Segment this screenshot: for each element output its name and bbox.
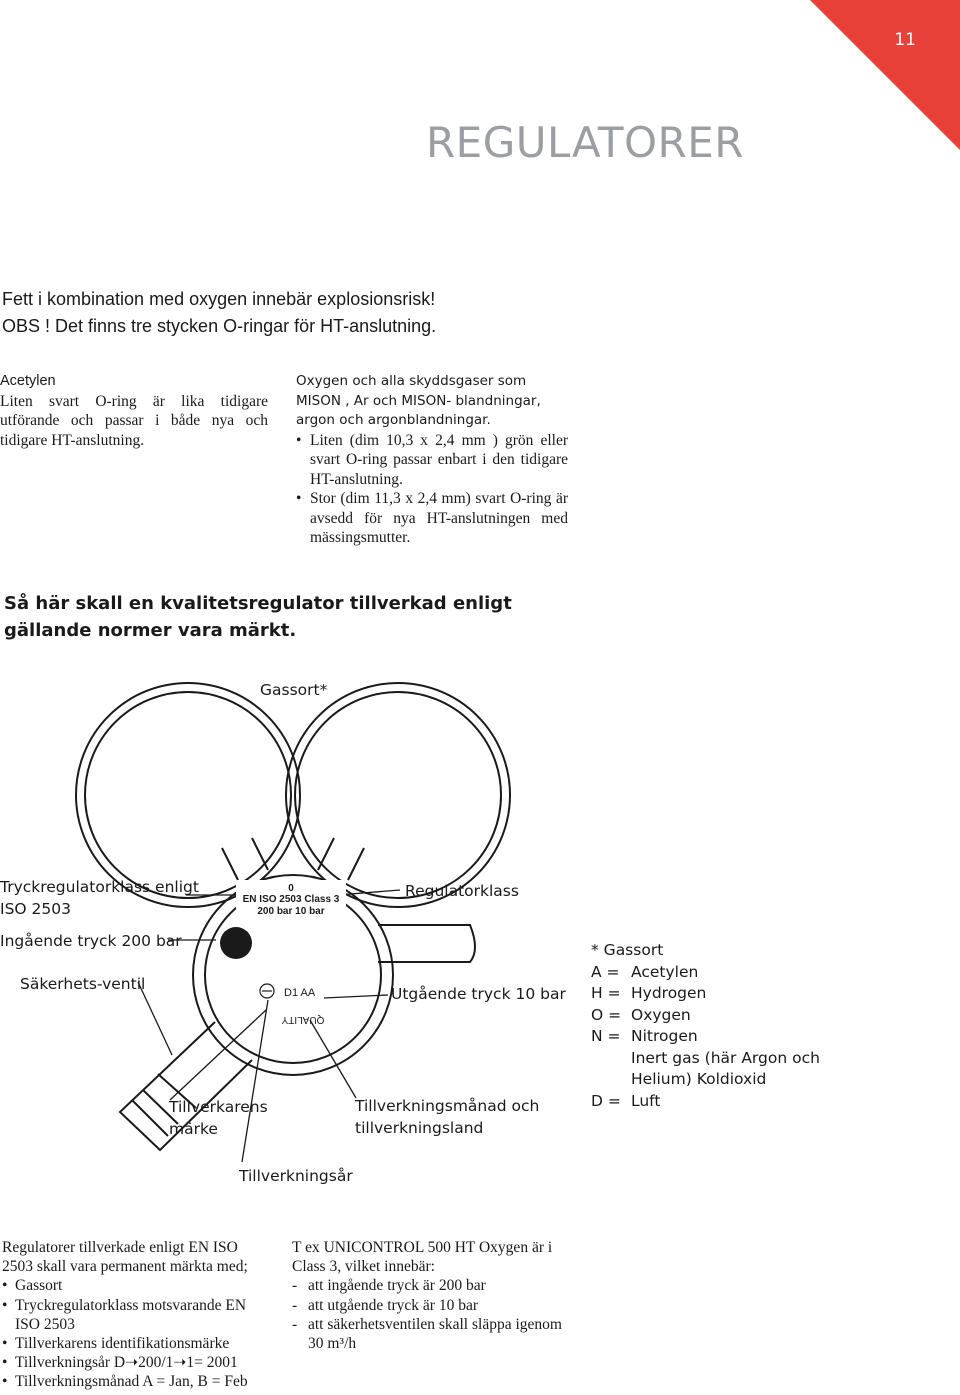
gauge-right-outer [286, 683, 510, 907]
list-item: - att ingående tryck är 200 bar [292, 1276, 564, 1295]
warning-line-2: OBS ! Det finns tre stycken O-ringar för HT-anslutning. [2, 316, 437, 336]
legend-row: H = Hydrogen [591, 984, 707, 1002]
acetylen-text: Liten svart O-ring är lika tidigare utförande och passar i både nya och tidigare HT-anslutning. [0, 392, 268, 449]
plate-zero: 0 [288, 883, 294, 894]
legend-row: Helium) Koldioxid [631, 1070, 767, 1088]
list-item: • Tryckregulatorklass motsvarande EN ISO 2503 [2, 1296, 270, 1334]
marking-list [2, 1276, 270, 1391]
list-item: - att utgående tryck är 10 bar [292, 1296, 564, 1315]
plate-code: D1 AA [284, 987, 316, 999]
oxygen-heading: Oxygen och alla skyddsgaser som MISON , Ar och MISON- blandningar, argon och argonblandningar. [296, 373, 541, 428]
plate-pressure: 200 bar 10 bar [257, 906, 325, 917]
legend-row: D = Luft [591, 1091, 661, 1110]
safety-valve-knob [220, 927, 252, 959]
label-tillverkarens-2: märke [169, 1120, 218, 1138]
page-number: 11 [894, 30, 916, 50]
label-manad-1: Tillverkningsmånad och [355, 1097, 540, 1115]
label-tillverkarens-1: Tillverkarens [169, 1098, 268, 1116]
section-subheading: Så här skall en kvalitetsregulator tillverkad enligt gällande normer vara märkt. [4, 593, 512, 641]
oxygen-bullet-1: • Liten (dim 10,3 x 2,4 mm ) grön eller svart O-ring passar enbart i den tidigare HT-anslutning. [296, 431, 568, 490]
gauge-right-neck [318, 838, 364, 880]
label-utgaende: Utgående tryck 10 bar [391, 985, 566, 1003]
list-item: • Tillverkarens identifikationsmärke [2, 1334, 270, 1353]
list-item: - att säkerhetsventilen skall släppa igenom 30 m³/h [292, 1315, 564, 1353]
label-tryckklass-1: Tryckregulatorklass enligt [0, 878, 199, 896]
example-intro: T ex UNICONTROL 500 HT Oxygen är i Class 3, vilket innebär: [292, 1239, 553, 1276]
legend-row: Inert gas (här Argon och [631, 1048, 820, 1067]
label-ingaende: Ingående tryck 200 bar [0, 932, 182, 950]
oxygen-bullet-2: • Stor (dim 11,3 x 2,4 mm) svart O-ring är avsedd för nya HT-anslutningen med mässingsmutter. [296, 489, 568, 548]
gauge-left-outer [76, 683, 300, 907]
list-item: • Tillverkningsmånad A = Jan, B = Feb [2, 1372, 270, 1391]
label-sakerhet: Säkerhets-ventil [20, 975, 146, 993]
page-title: REGULATORER [426, 118, 744, 167]
list-item: • Gassort [2, 1276, 270, 1295]
example-section [292, 1238, 564, 1353]
gauge-left-neck [222, 838, 268, 880]
example-list [292, 1276, 564, 1353]
plate-quality: QUALITY [281, 1014, 325, 1025]
marking-requirements [2, 1238, 270, 1392]
gauge-left-inner [85, 692, 291, 898]
label-manad-2: tillverkningsland [355, 1119, 484, 1137]
gassort-legend [591, 940, 820, 1112]
label-tryckklass-2: ISO 2503 [0, 900, 71, 918]
marking-intro: Regulatorer tillverkade enligt EN ISO 2503 skall vara permanent märkta med; [2, 1239, 248, 1276]
label-gassort: Gassort* [260, 681, 328, 699]
legend-row: A = Acetylen [591, 962, 699, 981]
list-item: • Tillverkningsår D➝200/1➝1= 2001 [2, 1353, 270, 1372]
legend-title: * Gassort [591, 941, 664, 959]
label-regulatorklass: Regulatorklass [405, 882, 519, 900]
legend-row: N = Nitrogen [591, 1027, 698, 1045]
outlet-pipe [378, 925, 475, 962]
plate-standard: EN ISO 2503 Class 3 [242, 894, 340, 905]
warning-line-1: Fett i kombination med oxygen innebär explosionsrisk! [2, 289, 436, 309]
legend-row: O = Oxygen [591, 1005, 691, 1024]
label-tillverkningsar: Tillverkningsår [239, 1167, 353, 1185]
gauge-right-inner [295, 692, 501, 898]
acetylen-heading: Acetylen [0, 373, 56, 389]
